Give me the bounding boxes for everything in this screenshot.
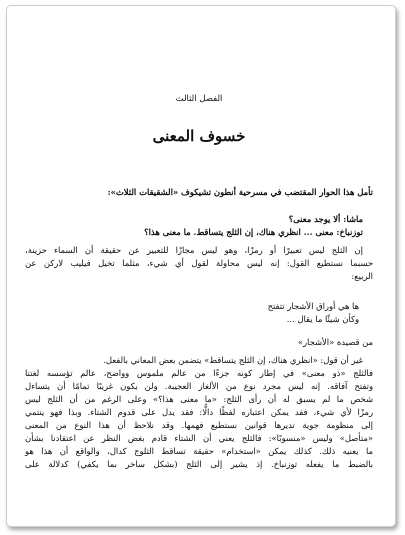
para2-line: «متأصل» وليس «منسوبًا»: فالثلج يعني أن الشتاء قادم بغض النظر عن اعتقادنا بشأن: [25, 433, 373, 443]
dialogue-text-2: معنى ... انظري هناك، إن الثلج يتساقط. ما معنى هذا؟: [144, 227, 337, 237]
speaker-masha: ماشا:: [343, 214, 363, 224]
verse-source: من قصيدة «الأشجار»: [297, 337, 373, 347]
para2-line: إلى منظومة جوية تديرها قوانين نستطيع فهمها. وقد نلاحظ أن هذا النوع من المعنى: [25, 420, 373, 430]
verse-block: [25, 300, 373, 326]
dialogue-line-2: [25, 226, 373, 239]
chapter-label: الفصل الثالث: [175, 94, 223, 104]
para1-line: الربيع:: [351, 271, 373, 281]
para2-line: فالثلج «ذو معنى» في إطار كونه جزءًا من عالم ملموس وواضح، عالم تؤسسه لغتنا: [25, 368, 373, 378]
para1-line: إن الثلج ليس تعبيرًا أو رمزًا، وهو ليس مجازًا للتعبير عن حقيقة أن السماء حزينة،: [25, 245, 363, 255]
para2-line: رمزًا لأي شيء، فقد يمكن اعتباره لفظًا دالًّا: فقد يدل على قدوم الشتاء. وبذا فهو ينتمي: [25, 407, 373, 417]
para2-line: وتفتح آفاقه. إنه ليس مجرد نوع من الألغاز العجيبة. ولن يكون غريبًا تمامًا أن يتساءل: [25, 381, 373, 391]
book-page: [25, 6, 373, 526]
para1-line: حسبما نستطيع القول: إنه ليس محاولة لقول أي شيء، مثلما تخيل فيليب لاركن عن: [25, 258, 373, 268]
page-frame: [6, 5, 396, 527]
para2-line: غير أن قول: «انظري هناك، إن الثلج يتساقط» يتضمن بعض المعاني بالفعل.: [103, 355, 363, 365]
verse-line: ها هي أوراق الأشجار تتفتح: [267, 301, 359, 311]
paragraph-2: [25, 354, 373, 471]
para2-line: ما يعنيه ذلك. كذلك يمكن «استخدام» حقيقة تساقط الثلوج كدال، والواقع أن هذا هو: [25, 446, 373, 456]
dialogue-block: [25, 213, 373, 239]
para2-line: شخص ما لم يسبق له أن رأى الثلج: «ما معنى هذا؟» وعلى الرغم من أن الثلج ليس: [25, 394, 373, 404]
speaker-tuzenbach: توزنباخ:: [336, 227, 363, 237]
chapter-title: خسوف المعنى: [152, 127, 246, 145]
verse-line: وكأن شيئًا ما يقال ...: [286, 314, 359, 324]
intro-line: تأمل هذا الحوار المقتضب في مسرحية أنطون تشيكوف «الشقيقات الثلاث»:: [107, 187, 373, 197]
dialogue-text-1: ألا يوجد معنى؟: [288, 214, 344, 224]
dialogue-line-1: [25, 213, 373, 226]
para2-line: بالضبط ما يفعله توزنباخ. إذ يشير إلى الثلج (بشكل ساخر بما يكفي) كدلالة على: [25, 459, 373, 469]
paragraph-1: [25, 244, 373, 283]
